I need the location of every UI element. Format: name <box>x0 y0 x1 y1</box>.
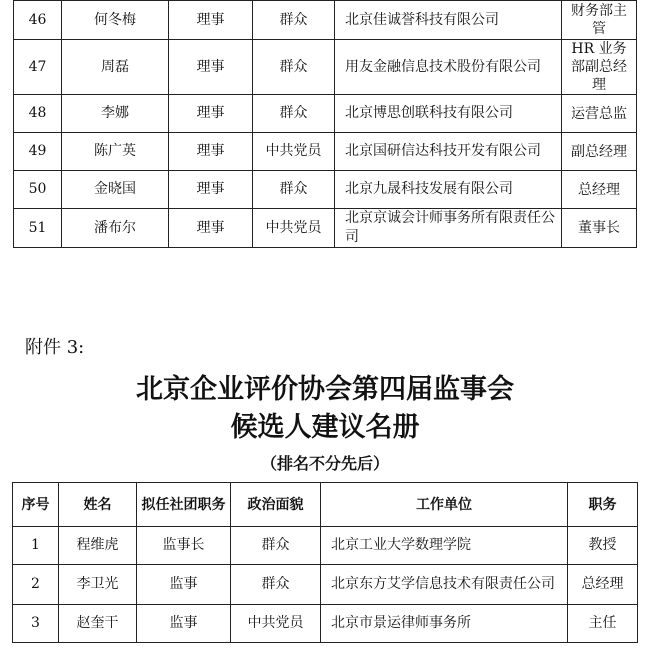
member-unit: 北京佳诚誉科技有限公司 <box>335 1 562 40</box>
member-duty: 副总经理 <box>562 133 637 171</box>
member-unit: 北京九晟科技发展有限公司 <box>335 171 562 209</box>
table-row <box>14 171 637 209</box>
member-name: 赵奎干 <box>59 605 137 643</box>
member-duty: 总经理 <box>568 565 638 605</box>
member-party: 群众 <box>231 527 321 565</box>
row-number: 3 <box>13 605 59 643</box>
header-name: 姓名 <box>59 483 137 527</box>
member-role: 监事 <box>137 565 231 605</box>
document-title: 北京企业评价协会第四届监事会 <box>136 374 514 405</box>
member-party: 中共党员 <box>253 133 335 171</box>
member-name: 陈广英 <box>62 133 169 171</box>
member-party: 群众 <box>253 171 335 209</box>
header-role: 拟任社团职务 <box>137 483 231 527</box>
member-name: 何冬梅 <box>62 1 169 40</box>
member-duty: 财务部主管 <box>562 1 637 40</box>
table-row <box>13 565 638 605</box>
member-party: 群众 <box>253 40 335 95</box>
member-name: 潘布尔 <box>62 209 169 248</box>
row-number: 49 <box>14 133 62 171</box>
row-number: 2 <box>13 565 59 605</box>
member-unit: 用友金融信息技术股份有限公司 <box>335 40 562 95</box>
member-duty: 总经理 <box>562 171 637 209</box>
member-party: 中共党员 <box>231 605 321 643</box>
member-duty: HR 业务部副总经理 <box>562 40 637 95</box>
member-unit: 北京工业大学数理学院 <box>321 527 568 565</box>
annex-label: 附件 3: <box>25 337 85 358</box>
table-row <box>14 209 637 248</box>
member-role: 监事长 <box>137 527 231 565</box>
member-unit: 北京国研信达科技开发有限公司 <box>335 133 562 171</box>
member-unit: 北京京诚会计师事务所有限责任公司 <box>335 209 562 248</box>
row-number: 47 <box>14 40 62 95</box>
table-row <box>13 605 638 643</box>
header-duty: 职务 <box>568 483 638 527</box>
table-row <box>14 133 637 171</box>
member-name: 李卫光 <box>59 565 137 605</box>
header-no: 序号 <box>13 483 59 527</box>
table-row <box>13 527 638 565</box>
member-role: 理事 <box>169 1 253 40</box>
member-unit: 北京东方艾学信息技术有限责任公司 <box>321 565 568 605</box>
table-header-row <box>13 483 638 527</box>
member-duty: 运营总监 <box>562 95 637 133</box>
document-title-line2: 候选人建议名册 <box>230 412 420 443</box>
member-role: 理事 <box>169 40 253 95</box>
header-party: 政治面貌 <box>231 483 321 527</box>
row-number: 51 <box>14 209 62 248</box>
supervisory-candidates-table <box>12 482 638 643</box>
member-unit: 北京博思创联科技有限公司 <box>335 95 562 133</box>
member-name: 金晓国 <box>62 171 169 209</box>
member-role: 理事 <box>169 171 253 209</box>
table-row <box>14 40 637 95</box>
member-duty: 董事长 <box>562 209 637 248</box>
member-duty: 教授 <box>568 527 638 565</box>
continued-council-table <box>13 0 637 248</box>
header-unit: 工作单位 <box>321 483 568 527</box>
member-party: 中共党员 <box>253 209 335 248</box>
row-number: 50 <box>14 171 62 209</box>
row-number: 1 <box>13 527 59 565</box>
member-unit: 北京市景运律师事务所 <box>321 605 568 643</box>
member-name: 周磊 <box>62 40 169 95</box>
member-duty: 主任 <box>568 605 638 643</box>
member-role: 理事 <box>169 209 253 248</box>
row-number: 48 <box>14 95 62 133</box>
table-row <box>14 95 637 133</box>
table-row <box>14 1 637 40</box>
member-party: 群众 <box>253 95 335 133</box>
member-party: 群众 <box>231 565 321 605</box>
document-subtitle: （排名不分先后） <box>260 454 389 473</box>
member-name: 李娜 <box>62 95 169 133</box>
member-party: 群众 <box>253 1 335 40</box>
row-number: 46 <box>14 1 62 40</box>
member-role: 理事 <box>169 133 253 171</box>
member-name: 程维虎 <box>59 527 137 565</box>
member-role: 监事 <box>137 605 231 643</box>
member-role: 理事 <box>169 95 253 133</box>
